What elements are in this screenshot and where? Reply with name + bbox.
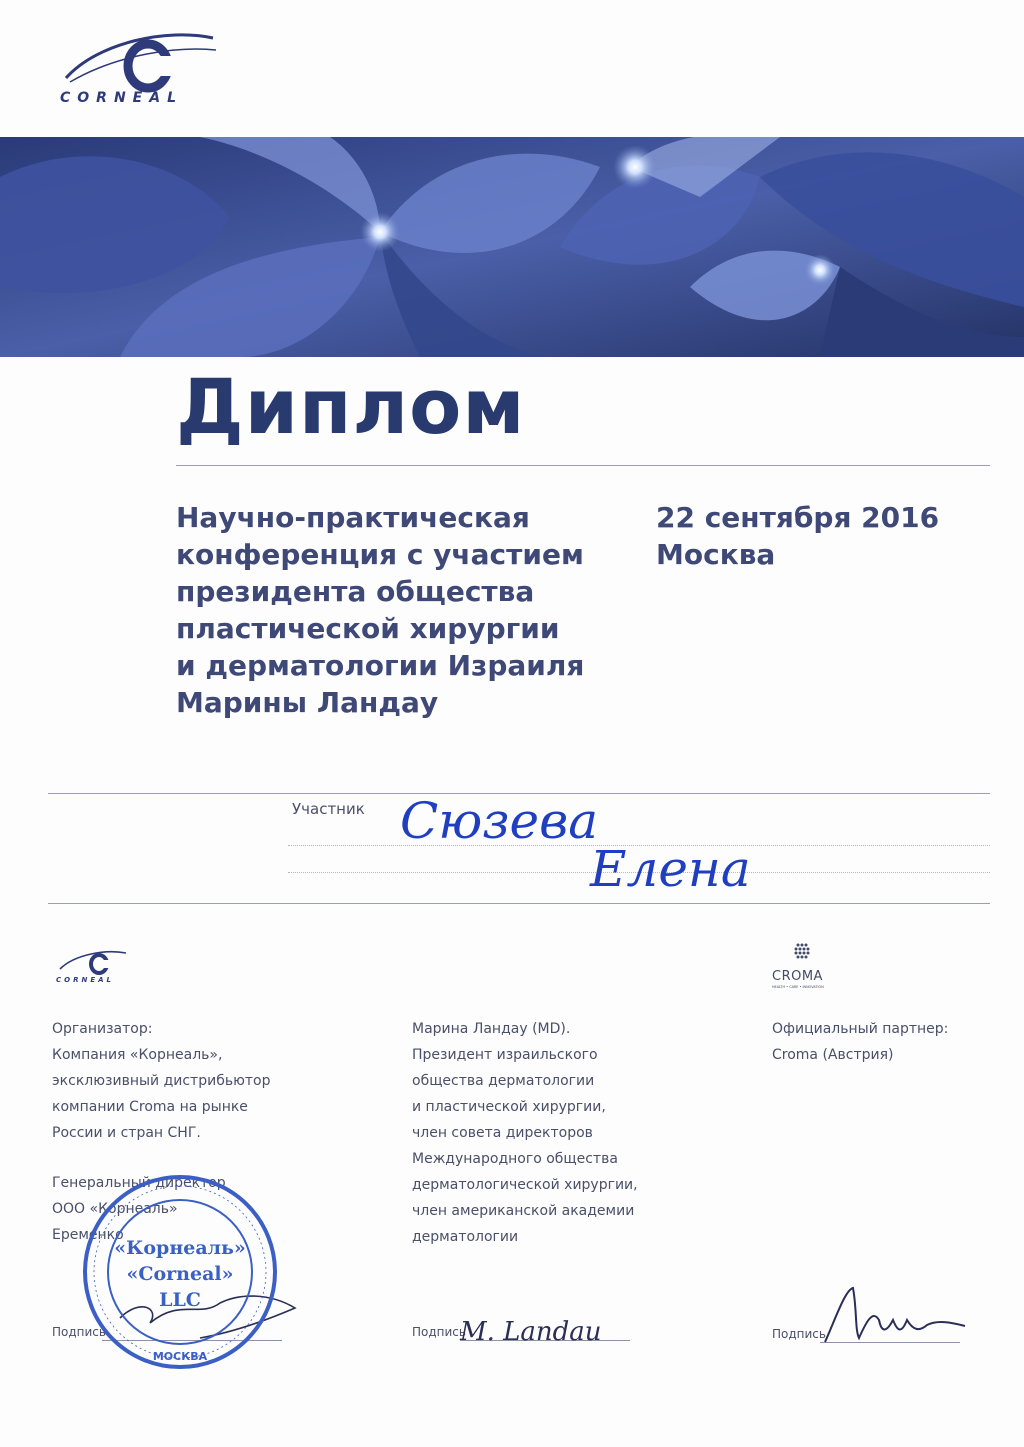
corneal-logo-mark bbox=[48, 20, 223, 110]
participant-name-line2: Елена bbox=[590, 840, 751, 896]
organizer-line: Организатор: bbox=[52, 1021, 153, 1037]
organizer-info bbox=[52, 1016, 270, 1146]
conference-description bbox=[176, 499, 616, 721]
president-line: Марина Ландау (MD). bbox=[412, 1021, 571, 1037]
stamp-name-ru: «Корнеаль» bbox=[114, 1237, 246, 1259]
president-line: Президент израильского bbox=[412, 1047, 598, 1063]
corneal-small-logo-text: CORNEAL bbox=[56, 976, 114, 984]
president-signature-ink bbox=[455, 1308, 675, 1353]
stamp-city: МОСКВА bbox=[152, 1350, 208, 1363]
president-sign-label: Подпись bbox=[412, 1325, 466, 1339]
conference-line: и дерматологии Израиля bbox=[176, 649, 585, 682]
croma-tagline: HEALTH • CARE • INNOVATION bbox=[772, 985, 824, 989]
corneal-logo-text: CORNEAL bbox=[60, 90, 183, 106]
participant-bottom-divider bbox=[48, 903, 990, 904]
organizer-line: Компания «Корнеаль», bbox=[52, 1047, 223, 1063]
president-info bbox=[412, 1016, 638, 1250]
conference-line: конференция с участием bbox=[176, 538, 584, 571]
partner-signature bbox=[815, 1280, 975, 1350]
partner-signature-ink bbox=[815, 1280, 975, 1350]
president-line: и пластической хирургии, bbox=[412, 1099, 606, 1115]
partner-line: Официальный партнер: bbox=[772, 1021, 949, 1037]
president-signature-text: M. Landau bbox=[460, 1317, 602, 1347]
conference-date: 22 сентября 2016 bbox=[656, 501, 940, 534]
company-stamp-seal bbox=[80, 1172, 280, 1372]
corneal-small-logo-mark bbox=[54, 945, 129, 985]
participant-name-line1: Сюзева bbox=[400, 792, 599, 850]
director-line: Генеральный директор bbox=[52, 1175, 226, 1191]
participant-label: Участник bbox=[292, 800, 365, 818]
corneal-logo bbox=[48, 20, 223, 110]
conference-line: президента общества bbox=[176, 575, 535, 608]
croma-logo-mark bbox=[770, 942, 850, 992]
croma-logo bbox=[770, 942, 850, 992]
partner-info bbox=[772, 1016, 948, 1068]
organizer-line: России и стран СНГ. bbox=[52, 1125, 201, 1141]
president-line: Международного общества bbox=[412, 1151, 618, 1167]
company-stamp bbox=[80, 1172, 280, 1372]
organizer-line: компании Croma на рынке bbox=[52, 1099, 248, 1115]
conference-line: Научно-практическая bbox=[176, 501, 530, 534]
president-line: общества дерматологии bbox=[412, 1073, 595, 1089]
participant-name-ink bbox=[395, 786, 845, 896]
stamp-name-en: «Corneal» bbox=[126, 1263, 234, 1285]
organizer-line: эксклюзивный дистрибьютор bbox=[52, 1073, 271, 1089]
date-location bbox=[656, 499, 939, 573]
president-line: член совета директоров bbox=[412, 1125, 593, 1141]
president-line: дерматологии bbox=[412, 1229, 519, 1245]
president-signature bbox=[455, 1308, 675, 1353]
partner-sign-label: Подпись bbox=[772, 1327, 826, 1341]
conference-line: Марины Ландау bbox=[176, 686, 439, 719]
flower-banner-image bbox=[0, 137, 1024, 357]
partner-line: Croma (Австрия) bbox=[772, 1047, 894, 1063]
director-line: Еременко bbox=[52, 1227, 124, 1243]
corneal-small-logo bbox=[54, 945, 129, 985]
stamp-llc: LLC bbox=[159, 1289, 201, 1311]
conference-line: пластической хирургии bbox=[176, 612, 560, 645]
president-line: член американской академии bbox=[412, 1203, 635, 1219]
conference-city: Москва bbox=[656, 538, 776, 571]
flower-banner bbox=[0, 137, 1024, 357]
diploma-title: Диплом bbox=[176, 362, 526, 451]
participant-name-handwritten bbox=[395, 786, 845, 896]
croma-logo-text: CROMA bbox=[772, 969, 823, 984]
title-divider bbox=[176, 465, 990, 466]
organizer-sign-label: Подпись bbox=[52, 1325, 106, 1339]
director-line: ООО «Корнеаль» bbox=[52, 1201, 178, 1217]
president-line: дерматологической хирургии, bbox=[412, 1177, 638, 1193]
